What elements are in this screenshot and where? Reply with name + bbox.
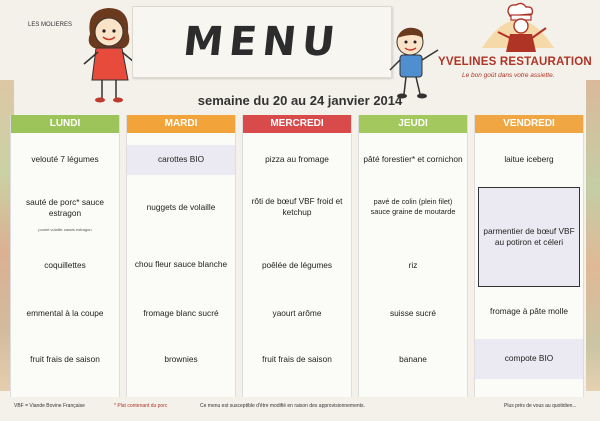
dish-mardi-entree: carottes BIO	[127, 145, 235, 175]
dish-mardi-dessert: brownies	[164, 354, 198, 365]
dish-jeudi-dessert: banane	[399, 354, 427, 365]
footer-tagline: Plus près de vous au quotidien...	[504, 403, 577, 409]
dish-lundi-plat: sauté de porc* sauce estragon	[26, 196, 104, 218]
footer-vbf-note: VBF = Viande Bovine Française	[14, 403, 85, 409]
dish-mercredi-dessert: fruit frais de saison	[262, 354, 332, 365]
brand-slogan: Le bon goût dans votre assiette.	[462, 72, 555, 79]
dish-jeudi-plat: pavé de colin (plein filet) sauce graine de moutarde	[370, 197, 456, 216]
menu-title-board	[132, 6, 392, 78]
day-header-lundi: LUNDI	[11, 115, 119, 133]
page-title: MENU	[181, 19, 343, 65]
day-header-mardi: MARDI	[127, 115, 235, 133]
dish-lundi-accompagnement: coquillettes	[44, 260, 86, 271]
week-heading: semaine du 20 au 24 janvier 2014	[197, 93, 403, 108]
day-header-vendredi: VENDREDI	[475, 115, 583, 133]
dish-lundi-note: poulet volaille cassis estragon	[38, 227, 92, 232]
dish-vendredi-entree: laitue iceberg	[504, 154, 554, 165]
dish-lundi-dessert: fruit frais de saison	[30, 354, 100, 365]
dish-mercredi-laitage: yaourt arôme	[272, 308, 322, 319]
day-column-mercredi	[242, 115, 352, 397]
food-photo-right	[586, 80, 600, 391]
brand-block	[432, 2, 596, 86]
dish-mardi-accompagnement: chou fleur sauce blanche	[134, 259, 228, 270]
dish-mercredi-entree: pizza au fromage	[265, 154, 329, 165]
dish-vendredi-plat: parmentier de bœuf VBF au potiron et céleri	[478, 187, 580, 287]
dish-jeudi-accompagnement: riz	[408, 260, 418, 271]
school-name: LES MOLIERES	[28, 22, 73, 28]
day-column-lundi	[10, 115, 120, 397]
chef-logo-icon	[478, 2, 558, 58]
dish-jeudi-laitage: suisse sucré	[389, 308, 437, 319]
dish-mercredi-plat: rôti de bœuf VBF froid et ketchup	[251, 195, 343, 217]
footer-porc-note: * Plat contenant du porc	[114, 403, 168, 409]
dish-vendredi-dessert: compote BIO	[475, 339, 583, 379]
day-column-mardi	[126, 115, 236, 397]
menu-grid	[10, 115, 584, 397]
dish-mardi-fromage: fromage blanc sucré	[143, 308, 219, 319]
dish-mercredi-accompagnement: poêlée de légumes	[261, 260, 333, 271]
dish-vendredi-fromage: fromage à pâte molle	[490, 306, 568, 317]
dish-mardi-plat: nuggets de volaille	[146, 202, 216, 213]
brand-name: YVELINES RESTAURATION	[438, 56, 592, 68]
day-header-mercredi: MERCREDI	[243, 115, 351, 133]
dish-lundi-entree: velouté 7 légumes	[31, 154, 99, 165]
day-header-jeudi: JEUDI	[359, 115, 467, 133]
footer-notice: Ce menu est susceptible d'être modifié en raison des approvisionnements.	[200, 403, 365, 409]
dish-lundi-fromage: emmental à la coupe	[26, 308, 104, 319]
dish-jeudi-entree: pâté forestier* et cornichon	[363, 154, 463, 165]
girl-illustration	[82, 4, 138, 104]
day-column-jeudi	[358, 115, 468, 397]
day-column-vendredi	[474, 115, 584, 397]
